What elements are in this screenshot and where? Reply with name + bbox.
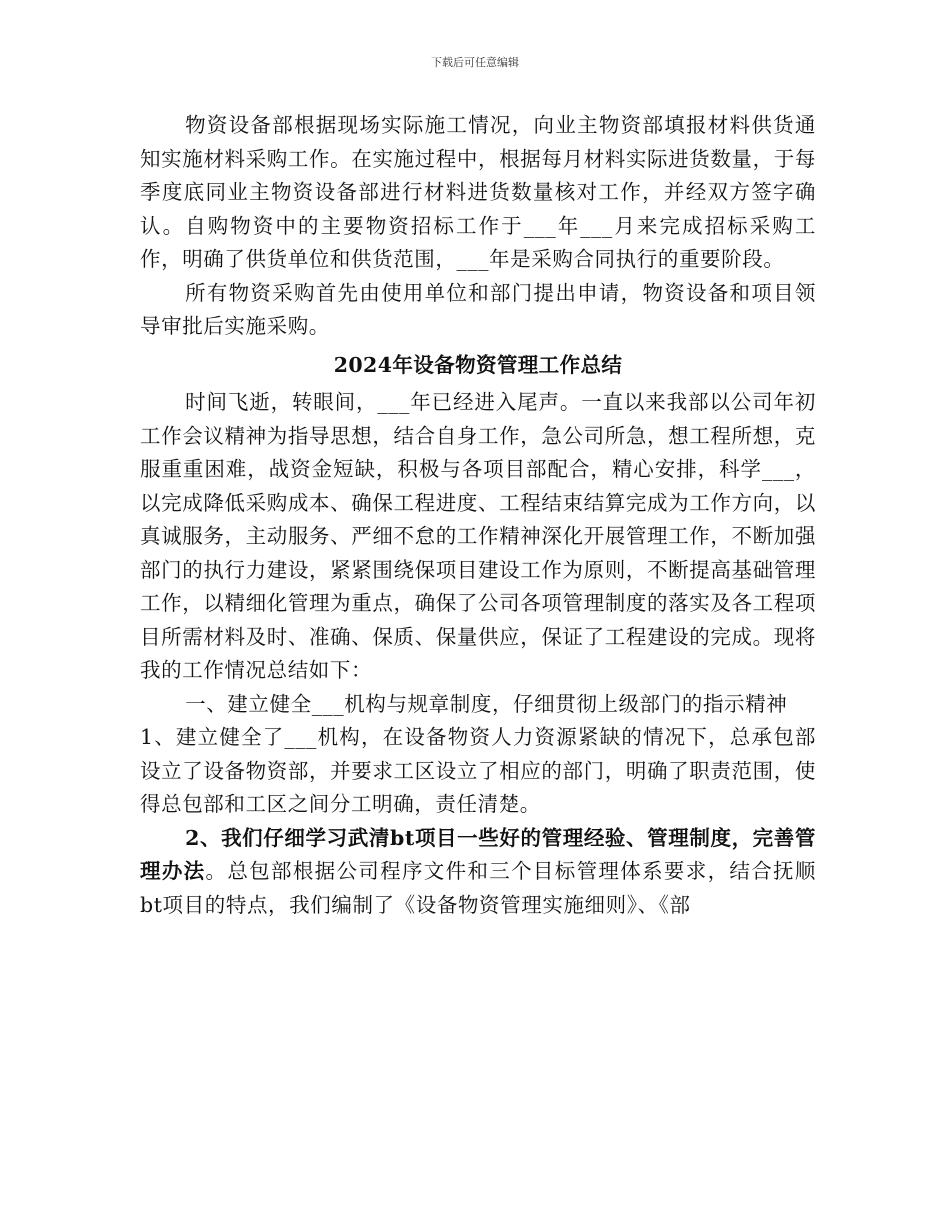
section-title: 2024年设备物资管理工作总结 <box>333 352 623 377</box>
paragraph <box>140 822 816 923</box>
paragraph: 时间飞逝，转眼间，___年已经进入尾声。一直以来我部以公司年初工作会议精神为指导思想，结合自身工作，急公司所急，想工程所想，克服重重困难，战资金短缺，积极与各项目部配合，精心安排，科学___，以完成降低采购成本、确保工程进度、工程结束结算完成为工作方向，以真诚服务，主动服务、严细不怠的工作精神深化开展管理工作，不断加强部门的执行力建设，紧紧围绕保项目建设工作为原则，不断提高基础管理工作，以精细化管理为重点，确保了公司各项管理制度的落实及各工程项目所需材料及时、准确、保质、保量供应，保证了工程建设的完成。现将我的工作情况总结如下： <box>140 390 816 682</box>
section-heading: 一、建立健全___机构与规章制度，仔细贯彻上级部门的指示精神 <box>185 691 788 716</box>
page-header: 下载后可任意编辑 <box>431 56 519 69</box>
paragraph-text: 。总包部根据公司程序文件和三个目标管理体系要求，结合抚顺bt项目的特点，我们编制了《设备物资管理实施细则》、《部 <box>140 859 816 917</box>
paragraph: 1、建立健全了___机构，在设备物资人力资源紧缺的情况下，总承包部设立了设备物资部，并要求工区设立了相应的部门，明确了职责范围，使得总包部和工区之间分工明确，责任清楚。 <box>140 725 816 816</box>
paragraph: 物资设备部根据现场实际施工情况，向业主物资部填报材料供货通知实施材料采购工作。在实施过程中，根据每月材料实际进货数量，于每季度底同业主物资设备部进行材料进货数量核对工作，并经双方签字确认。自购物资中的主要物资招标工作于___年___月来完成招标采购工作，明确了供货单位和供货范围，___年是采购合同执行的重要阶段。 <box>140 113 816 271</box>
paragraph: 所有物资采购首先由使用单位和部门提出申请，物资设备和项目领导审批后实施采购。 <box>140 280 816 338</box>
document-body <box>140 109 816 922</box>
bold-lead-text: 2、我们仔细学习武清bt项目一些好的管理经验、管理制度，完善管理办法 <box>140 825 816 883</box>
